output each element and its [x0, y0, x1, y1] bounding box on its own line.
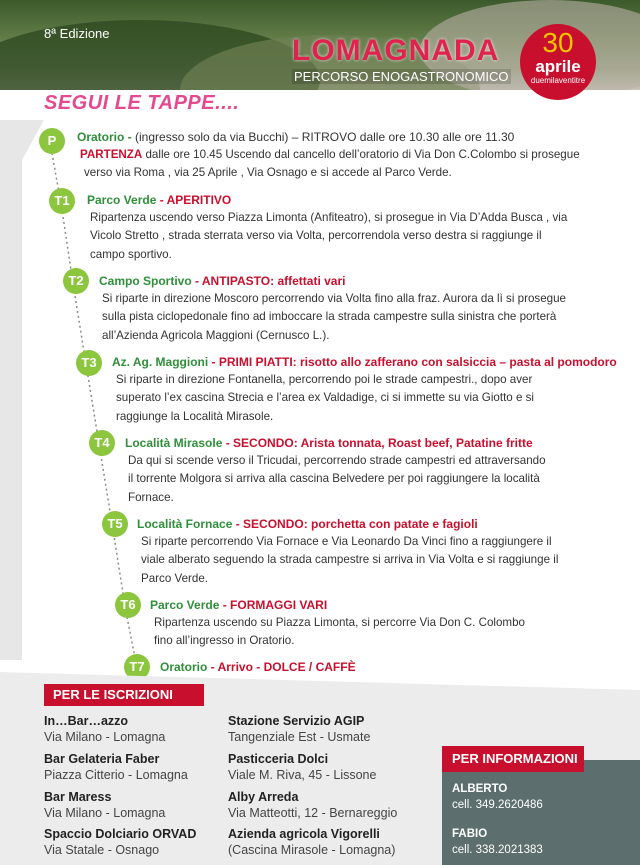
stage-body-t1: [90, 209, 596, 264]
shop-entry: [228, 826, 395, 858]
stage-title-t5: Località Fornace - SECONDO: porchetta con patate e fagioli: [137, 517, 478, 531]
section-heading: SEGUI LE TAPPE....: [44, 92, 240, 114]
stage-course: ANTIPASTO: affettati vari: [201, 274, 346, 288]
shop-name: In…Bar…azzo: [44, 714, 129, 728]
contact-phone: cell. 349.2620486: [452, 799, 543, 811]
shop-entry: [228, 713, 370, 745]
stage-line: il torrente Molgora si arriva alla cascina Belvedere per poi raggiungere la località: [128, 472, 540, 486]
shop-address: Viale M. Riva, 45 - Lissone: [228, 768, 377, 782]
stage-location: Oratorio: [160, 660, 208, 674]
iscrizioni-heading: PER LE ISCRIZIONI: [44, 684, 204, 706]
stage-body-t2: [102, 290, 596, 345]
shop-name: Bar Maress: [44, 790, 112, 804]
stage-line: Fornace.: [128, 490, 174, 504]
shop-entry: [44, 751, 188, 783]
stage-badge-t6: T6: [115, 592, 141, 618]
stage-line: Vicolo Stretto , strada sterrata verso via Volta, percorrendola verso destra si raggiunge il: [90, 229, 542, 243]
shop-address: Via Matteotti, 12 - Bernareggio: [228, 806, 398, 820]
stage-course: APERITIVO: [166, 193, 232, 207]
shop-name: Alby Arreda: [228, 790, 299, 804]
shop-name: Stazione Servizio AGIP: [228, 714, 365, 728]
stage-line: Si riparte percorrendo Via Fornace e Via Leonardo Da Vinci fino a raggiungere il: [141, 535, 552, 548]
date-badge: [520, 24, 596, 100]
stage-badge-t2: T2: [63, 268, 89, 294]
stage-course: Arrivo - DOLCE / CAFFÈ: [217, 660, 356, 674]
contact-entry: [452, 781, 543, 813]
contact-phone: cell. 338.2021383: [452, 844, 543, 856]
stage-location: Località Fornace: [137, 517, 233, 531]
stage-location: Az. Ag. Maggioni: [112, 355, 209, 369]
stage-badge-t7: T7: [124, 654, 150, 680]
stage-body-t5: [141, 533, 596, 588]
stage-badge-t4: T4: [89, 430, 115, 456]
left-decor-panel: [0, 120, 22, 660]
partenza-label: PARTENZA: [80, 148, 143, 161]
shop-entry: [44, 826, 196, 858]
stage-title-t7: Oratorio - Arrivo - DOLCE / CAFFÈ: [160, 660, 356, 674]
stage-title-t2: Campo Sportivo - ANTIPASTO: affettati vari: [99, 274, 346, 288]
stage-location: Località Mirasole: [125, 436, 223, 450]
stage-course: SECONDO: Arista tonnata, Roast beef, Patatine fritte: [233, 436, 533, 450]
stage-line: Parco Verde.: [141, 571, 209, 585]
shop-entry: [44, 713, 165, 745]
edition-label: 8ª Edizione: [44, 26, 110, 41]
shop-name: Bar Gelateria Faber: [44, 752, 160, 766]
stage-line: Si riparte in direzione Moscoro percorrendo via Volta fino alla fraz. Aurora da lì si prosegue: [102, 292, 566, 305]
contact-name: FABIO: [452, 828, 488, 840]
stage-course: PRIMI PIATTI: risotto allo zafferano con salsiccia – pasta al pomodoro: [218, 355, 617, 369]
informazioni-heading: PER INFORMAZIONI: [442, 746, 584, 772]
date-year: duemilaventitre: [530, 76, 586, 85]
stage-line: raggiunge la Località Mirasole.: [116, 409, 274, 423]
stage-title-t4: Località Mirasole - SECONDO: Arista tonnata, Roast beef, Patatine fritte: [125, 436, 533, 450]
stage-line: superato l’ex cascina Strecia e l’area ex Valdadige, ci si immette su via Giotto e si: [116, 391, 534, 405]
stage-badge-t1: T1: [49, 188, 75, 214]
stage-location: Parco Verde: [150, 598, 220, 612]
event-subtitle: PERCORSO ENOGASTRONOMICO: [294, 69, 509, 84]
stage-body-p: [80, 146, 600, 183]
contact-entry: [452, 826, 543, 858]
shop-address: Via Statale - Osnago: [44, 843, 160, 857]
stage-location: Parco Verde: [87, 193, 157, 207]
stage-body-t4: [128, 452, 596, 507]
stage-line: Si riparte in direzione Fontanella, percorrendo poi le strade campestri., dopo aver: [116, 373, 533, 386]
shop-name: Pasticceria Dolci: [228, 752, 329, 766]
stage-title-t3: Az. Ag. Maggioni - PRIMI PIATTI: risotto allo zafferano con salsiccia – pasta al pomodoro: [112, 355, 617, 369]
stage-line: verso via Roma , via 25 Aprile , Via Osnago e si accede al Parco Verde.: [84, 166, 452, 180]
contact-name: ALBERTO: [452, 783, 508, 795]
stage-line: Da qui si scende verso il Tricudai, percorrendo strade campestri ed attraversando: [128, 454, 546, 467]
stage-body-t6: [154, 614, 574, 651]
shop-address: Tangenziale Est - Usmate: [228, 730, 371, 744]
stage-course: FORMAGGI VARI: [230, 598, 328, 612]
shop-address: (Cascina Mirasole - Lomagna): [228, 843, 396, 857]
date-month: aprile: [535, 57, 581, 76]
shop-name: Azienda agricola Vigorelli: [228, 827, 380, 841]
stage-course: SECONDO: porchetta con patate e fagioli: [243, 517, 478, 531]
stage-title-rest: (ingresso solo da via Bucchi) – RITROVO dalle ore 10.30 alle ore 11.30: [131, 130, 515, 144]
shop-name: Spaccio Dolciario ORVAD: [44, 827, 197, 841]
shop-address: Via Milano - Lomagna: [44, 730, 166, 744]
stage-line: campo sportivo.: [90, 247, 172, 261]
stage-line: sulla pista ciclopedonale fino ad imboccare la strada campestre sulla sinistra che porterà: [102, 310, 557, 324]
stage-line: viale alberato seguendo la strada campestre si arriva in Via Volta e si raggiunge il: [141, 553, 559, 567]
shop-entry: [44, 789, 165, 821]
stage-title-t1: Parco Verde - APERITIVO: [87, 193, 232, 207]
stage-line: dalle ore 10.45 Uscendo dal cancello dell’oratorio di Via Don C.Colombo si prosegue: [142, 148, 580, 161]
date-day: 30: [542, 27, 574, 58]
stage-line: Ripartenza uscendo verso Piazza Limonta (Anfiteatro), si prosegue in Via D’Adda Busca , via: [90, 211, 568, 224]
stage-location: Oratorio: [77, 130, 125, 144]
event-title: LOMAGNADA: [292, 34, 500, 67]
stage-title-t6: Parco Verde - FORMAGGI VARI: [150, 598, 328, 612]
shop-entry: [228, 751, 376, 783]
shop-address: Piazza Citterio - Lomagna: [44, 768, 188, 782]
stage-badge-p: P: [39, 128, 65, 154]
stage-badge-t3: T3: [76, 350, 102, 376]
shop-entry: [228, 789, 397, 821]
stage-body-t3: [116, 371, 596, 426]
stage-line: all’Azienda Agricola Maggioni (Cernusco L.).: [102, 328, 330, 342]
stage-location: Campo Sportivo: [99, 274, 192, 288]
stage-line: Ripartenza uscendo su Piazza Limonta, si percorre Via Don C. Colombo: [154, 616, 525, 629]
shop-address: Via Milano - Lomagna: [44, 806, 166, 820]
stage-line: fino all’ingresso in Oratorio.: [154, 634, 295, 648]
stage-title-p: Oratorio - (ingresso solo da via Bucchi) – RITROVO dalle ore 10.30 alle ore 11.30: [77, 130, 515, 144]
stage-badge-t5: T5: [102, 511, 128, 537]
